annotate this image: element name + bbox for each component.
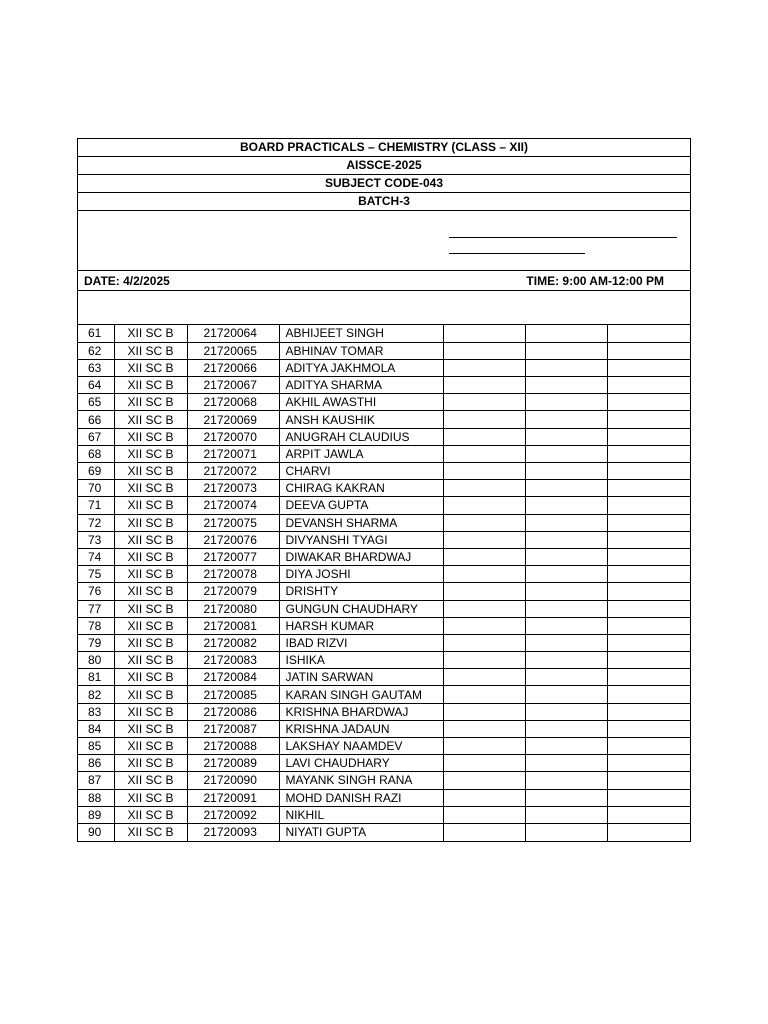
empty-mark-cell [607, 806, 690, 823]
signature-line [449, 253, 585, 254]
empty-mark-cell [607, 669, 690, 686]
empty-mark-cell [607, 377, 690, 394]
table-row [78, 600, 690, 617]
student-name-cell: ABHIJEET SINGH [279, 325, 443, 342]
table-row [78, 669, 690, 686]
empty-mark-cell [607, 359, 690, 376]
roll-number-cell: 21720069 [187, 411, 279, 428]
student-name-cell: NIKHIL [279, 806, 443, 823]
student-name-cell: GUNGUN CHAUDHARY [279, 600, 443, 617]
student-name-cell: ANSH KAUSHIK [279, 411, 443, 428]
student-name-cell: NIYATI GUPTA [279, 823, 443, 840]
empty-mark-cell [607, 789, 690, 806]
table-row [78, 463, 690, 480]
table-row [78, 806, 690, 823]
table-row [78, 480, 690, 497]
empty-mark-cell [607, 342, 690, 359]
batch-label: BATCH-3 [78, 193, 690, 211]
serial-number-cell: 66 [78, 411, 114, 428]
sheet-title: BOARD PRACTICALS – CHEMISTRY (CLASS – XII) [78, 139, 690, 157]
class-cell: XII SC B [114, 652, 187, 669]
roll-number-cell: 21720085 [187, 686, 279, 703]
empty-mark-cell [607, 497, 690, 514]
table-row [78, 634, 690, 651]
roll-number-cell: 21720071 [187, 445, 279, 462]
table-row [78, 411, 690, 428]
empty-mark-cell [443, 411, 525, 428]
serial-number-cell: 81 [78, 669, 114, 686]
serial-number-cell: 80 [78, 652, 114, 669]
student-name-cell: LAKSHAY NAAMDEV [279, 738, 443, 755]
serial-number-cell: 79 [78, 634, 114, 651]
roll-number-cell: 21720091 [187, 789, 279, 806]
class-cell: XII SC B [114, 463, 187, 480]
empty-mark-cell [443, 428, 525, 445]
serial-number-cell: 75 [78, 566, 114, 583]
table-row [78, 531, 690, 548]
table-row [78, 566, 690, 583]
roll-number-cell: 21720067 [187, 377, 279, 394]
empty-mark-cell [607, 428, 690, 445]
empty-mark-cell [607, 411, 690, 428]
serial-number-cell: 71 [78, 497, 114, 514]
serial-number-cell: 89 [78, 806, 114, 823]
roll-number-cell: 21720092 [187, 806, 279, 823]
class-cell: XII SC B [114, 703, 187, 720]
empty-mark-cell [443, 394, 525, 411]
table-row [78, 617, 690, 634]
serial-number-cell: 76 [78, 583, 114, 600]
empty-mark-cell [607, 617, 690, 634]
table-row [78, 789, 690, 806]
serial-number-cell: 64 [78, 377, 114, 394]
table-row [78, 772, 690, 789]
serial-number-cell: 69 [78, 463, 114, 480]
student-name-cell: KRISHNA JADAUN [279, 720, 443, 737]
serial-number-cell: 74 [78, 548, 114, 565]
student-name-cell: HARSH KUMAR [279, 617, 443, 634]
serial-number-cell: 90 [88, 825, 102, 840]
serial-number-cell: 68 [78, 445, 114, 462]
class-cell: XII SC B [114, 428, 187, 445]
empty-mark-cell [607, 686, 690, 703]
class-cell: XII SC B [114, 772, 187, 789]
serial-number-cell: 73 [78, 531, 114, 548]
empty-mark-cell [525, 772, 607, 789]
serial-number-cell: 61 [78, 325, 114, 342]
table-row [78, 497, 690, 514]
student-name-cell: IBAD RIZVI [279, 634, 443, 651]
roll-number-cell: 21720089 [187, 755, 279, 772]
empty-mark-cell [443, 669, 525, 686]
class-cell: XII SC B [114, 806, 187, 823]
roll-number-cell: 21720073 [187, 480, 279, 497]
empty-mark-cell [525, 325, 607, 342]
class-cell: XII SC B [114, 755, 187, 772]
roll-number-cell: 21720088 [187, 738, 279, 755]
date-time-row [78, 271, 690, 291]
student-name-cell: ADITYA SHARMA [279, 377, 443, 394]
student-name-cell: ABHINAV TOMAR [279, 342, 443, 359]
roll-number-cell: 21720074 [187, 497, 279, 514]
empty-mark-cell [443, 634, 525, 651]
class-cell: XII SC B [114, 669, 187, 686]
serial-number-cell: 85 [78, 738, 114, 755]
blank-row [78, 291, 690, 325]
table-row [78, 359, 690, 376]
table-row [78, 583, 690, 600]
student-name-cell: KARAN SINGH GAUTAM [279, 686, 443, 703]
roll-number-cell: 21720090 [187, 772, 279, 789]
empty-mark-cell [607, 480, 690, 497]
serial-number-cell: 77 [78, 600, 114, 617]
student-name-cell: DRISHTY [279, 583, 443, 600]
empty-mark-cell [525, 497, 607, 514]
empty-mark-cell [607, 738, 690, 755]
empty-mark-cell [607, 463, 690, 480]
class-cell: XII SC B [114, 497, 187, 514]
empty-mark-cell [443, 497, 525, 514]
empty-mark-cell [443, 531, 525, 548]
roll-number-cell: 21720076 [187, 531, 279, 548]
empty-mark-cell [443, 823, 525, 840]
class-cell: XII SC B [114, 514, 187, 531]
student-name-cell: MAYANK SINGH RANA [279, 772, 443, 789]
exam-time: TIME: 9:00 AM-12:00 PM [526, 274, 664, 288]
empty-mark-cell [443, 600, 525, 617]
class-cell: XII SC B [114, 394, 187, 411]
empty-mark-cell [525, 411, 607, 428]
table-row [78, 342, 690, 359]
class-cell: XII SC B [114, 823, 187, 840]
student-name-cell: ISHIKA [279, 652, 443, 669]
student-name-cell: ANUGRAH CLAUDIUS [279, 428, 443, 445]
empty-mark-cell [443, 583, 525, 600]
table-row [78, 720, 690, 737]
class-cell: XII SC B [114, 377, 187, 394]
empty-mark-cell [443, 548, 525, 565]
roll-number-cell: 21720064 [187, 325, 279, 342]
roll-number-cell: 21720083 [187, 652, 279, 669]
table-row [78, 325, 690, 342]
empty-mark-cell [443, 806, 525, 823]
roll-number-cell: 21720087 [187, 720, 279, 737]
roll-number-cell: 21720072 [187, 463, 279, 480]
table-row [78, 548, 690, 565]
empty-mark-cell [525, 686, 607, 703]
student-name-cell: DEVANSH SHARMA [279, 514, 443, 531]
empty-mark-cell [525, 634, 607, 651]
class-cell: XII SC B [114, 634, 187, 651]
empty-mark-cell [607, 772, 690, 789]
subject-code: SUBJECT CODE-043 [78, 175, 690, 193]
serial-number-cell: 70 [78, 480, 114, 497]
table-row [78, 514, 690, 531]
empty-mark-cell [607, 755, 690, 772]
empty-mark-cell [607, 531, 690, 548]
empty-mark-cell [443, 703, 525, 720]
empty-mark-cell [607, 634, 690, 651]
class-cell: XII SC B [114, 583, 187, 600]
roll-number-cell: 21720086 [187, 703, 279, 720]
class-cell: XII SC B [114, 445, 187, 462]
serial-number-cell: 88 [78, 789, 114, 806]
student-table [78, 325, 690, 841]
roll-number-cell: 21720082 [187, 634, 279, 651]
signature-area [78, 211, 690, 271]
empty-mark-cell [525, 566, 607, 583]
table-row [78, 377, 690, 394]
class-cell: XII SC B [114, 342, 187, 359]
table-row [78, 445, 690, 462]
empty-mark-cell [525, 789, 607, 806]
empty-mark-cell [525, 514, 607, 531]
student-name-cell: KRISHNA BHARDWAJ [279, 703, 443, 720]
table-row [78, 652, 690, 669]
roll-number-cell: 21720066 [187, 359, 279, 376]
signature-line [449, 237, 677, 238]
empty-mark-cell [607, 445, 690, 462]
serial-number-cell: 62 [78, 342, 114, 359]
class-cell: XII SC B [114, 738, 187, 755]
empty-mark-cell [443, 652, 525, 669]
table-row [78, 738, 690, 755]
empty-mark-cell [443, 377, 525, 394]
class-cell: XII SC B [114, 359, 187, 376]
roll-number-cell: 21720068 [187, 394, 279, 411]
roll-number-cell: 21720078 [187, 566, 279, 583]
empty-mark-cell [525, 428, 607, 445]
serial-number-cell: 86 [78, 755, 114, 772]
roll-number-cell: 21720081 [187, 617, 279, 634]
empty-mark-cell [525, 823, 607, 840]
empty-mark-cell [525, 531, 607, 548]
student-name-cell: ARPIT JAWLA [279, 445, 443, 462]
empty-mark-cell [443, 738, 525, 755]
roll-number-cell: 21720070 [187, 428, 279, 445]
empty-mark-cell [525, 394, 607, 411]
student-name-cell: DEEVA GUPTA [279, 497, 443, 514]
table-row [78, 428, 690, 445]
roll-number-cell: 21720080 [187, 600, 279, 617]
empty-mark-cell [525, 445, 607, 462]
class-cell: XII SC B [114, 531, 187, 548]
empty-mark-cell [443, 463, 525, 480]
serial-number-cell: 65 [78, 394, 114, 411]
roll-number-cell: 21720093 [187, 823, 279, 840]
empty-mark-cell [607, 583, 690, 600]
empty-mark-cell [525, 617, 607, 634]
empty-mark-cell [525, 583, 607, 600]
empty-mark-cell [525, 548, 607, 565]
empty-mark-cell [443, 480, 525, 497]
empty-mark-cell [607, 652, 690, 669]
empty-mark-cell [443, 514, 525, 531]
empty-mark-cell [443, 342, 525, 359]
empty-mark-cell [525, 342, 607, 359]
student-name-cell: AKHIL AWASTHI [279, 394, 443, 411]
empty-mark-cell [607, 600, 690, 617]
table-row [78, 703, 690, 720]
student-name-cell: DIYA JOSHI [279, 566, 443, 583]
empty-mark-cell [443, 755, 525, 772]
empty-mark-cell [525, 720, 607, 737]
empty-mark-cell [607, 548, 690, 565]
empty-mark-cell [525, 755, 607, 772]
class-cell: XII SC B [114, 686, 187, 703]
empty-mark-cell [443, 686, 525, 703]
empty-mark-cell [607, 566, 690, 583]
empty-mark-cell [525, 480, 607, 497]
class-cell: XII SC B [114, 566, 187, 583]
empty-mark-cell [443, 772, 525, 789]
empty-mark-cell [525, 359, 607, 376]
empty-mark-cell [443, 445, 525, 462]
class-cell: XII SC B [114, 411, 187, 428]
student-name-cell: ADITYA JAKHMOLA [279, 359, 443, 376]
empty-mark-cell [607, 720, 690, 737]
roll-number-cell: 21720077 [187, 548, 279, 565]
class-cell: XII SC B [114, 548, 187, 565]
empty-mark-cell [525, 377, 607, 394]
exam-date: DATE: 4/2/2025 [84, 274, 170, 288]
table-row [78, 823, 690, 840]
empty-mark-cell [525, 463, 607, 480]
roll-number-cell: 21720079 [187, 583, 279, 600]
empty-mark-cell [607, 703, 690, 720]
roll-number-cell: 21720065 [187, 342, 279, 359]
roll-number-cell: 21720084 [187, 669, 279, 686]
student-name-cell: CHARVI [279, 463, 443, 480]
serial-number-cell: 67 [78, 428, 114, 445]
exam-name: AISSCE-2025 [78, 157, 690, 175]
class-cell: XII SC B [114, 617, 187, 634]
empty-mark-cell [607, 394, 690, 411]
empty-mark-cell [607, 823, 690, 840]
class-cell: XII SC B [114, 789, 187, 806]
empty-mark-cell [443, 720, 525, 737]
serial-number-cell: 82 [78, 686, 114, 703]
empty-mark-cell [443, 566, 525, 583]
empty-mark-cell [525, 703, 607, 720]
serial-number-cell: 87 [78, 772, 114, 789]
serial-number-cell: 83 [78, 703, 114, 720]
serial-number-cell: 72 [78, 514, 114, 531]
roll-number-cell: 21720075 [187, 514, 279, 531]
student-name-cell: MOHD DANISH RAZI [279, 789, 443, 806]
empty-mark-cell [525, 652, 607, 669]
empty-mark-cell [443, 789, 525, 806]
empty-mark-cell [525, 669, 607, 686]
empty-mark-cell [525, 738, 607, 755]
empty-mark-cell [525, 806, 607, 823]
empty-mark-cell [443, 617, 525, 634]
student-name-cell: DIWAKAR BHARDWAJ [279, 548, 443, 565]
empty-mark-cell [607, 514, 690, 531]
student-name-cell: DIVYANSHI TYAGI [279, 531, 443, 548]
class-cell: XII SC B [114, 480, 187, 497]
table-row [78, 394, 690, 411]
class-cell: XII SC B [114, 720, 187, 737]
table-row [78, 686, 690, 703]
table-row [78, 755, 690, 772]
student-name-cell: CHIRAG KAKRAN [279, 480, 443, 497]
class-cell: XII SC B [114, 325, 187, 342]
serial-number-cell: 63 [78, 359, 114, 376]
empty-mark-cell [525, 600, 607, 617]
empty-mark-cell [443, 325, 525, 342]
serial-number-cell: 78 [78, 617, 114, 634]
empty-mark-cell [607, 325, 690, 342]
empty-mark-cell [443, 359, 525, 376]
serial-number-cell: 84 [78, 720, 114, 737]
student-name-cell: LAVI CHAUDHARY [279, 755, 443, 772]
attendance-sheet [77, 138, 691, 842]
student-name-cell: JATIN SARWAN [279, 669, 443, 686]
class-cell: XII SC B [114, 600, 187, 617]
